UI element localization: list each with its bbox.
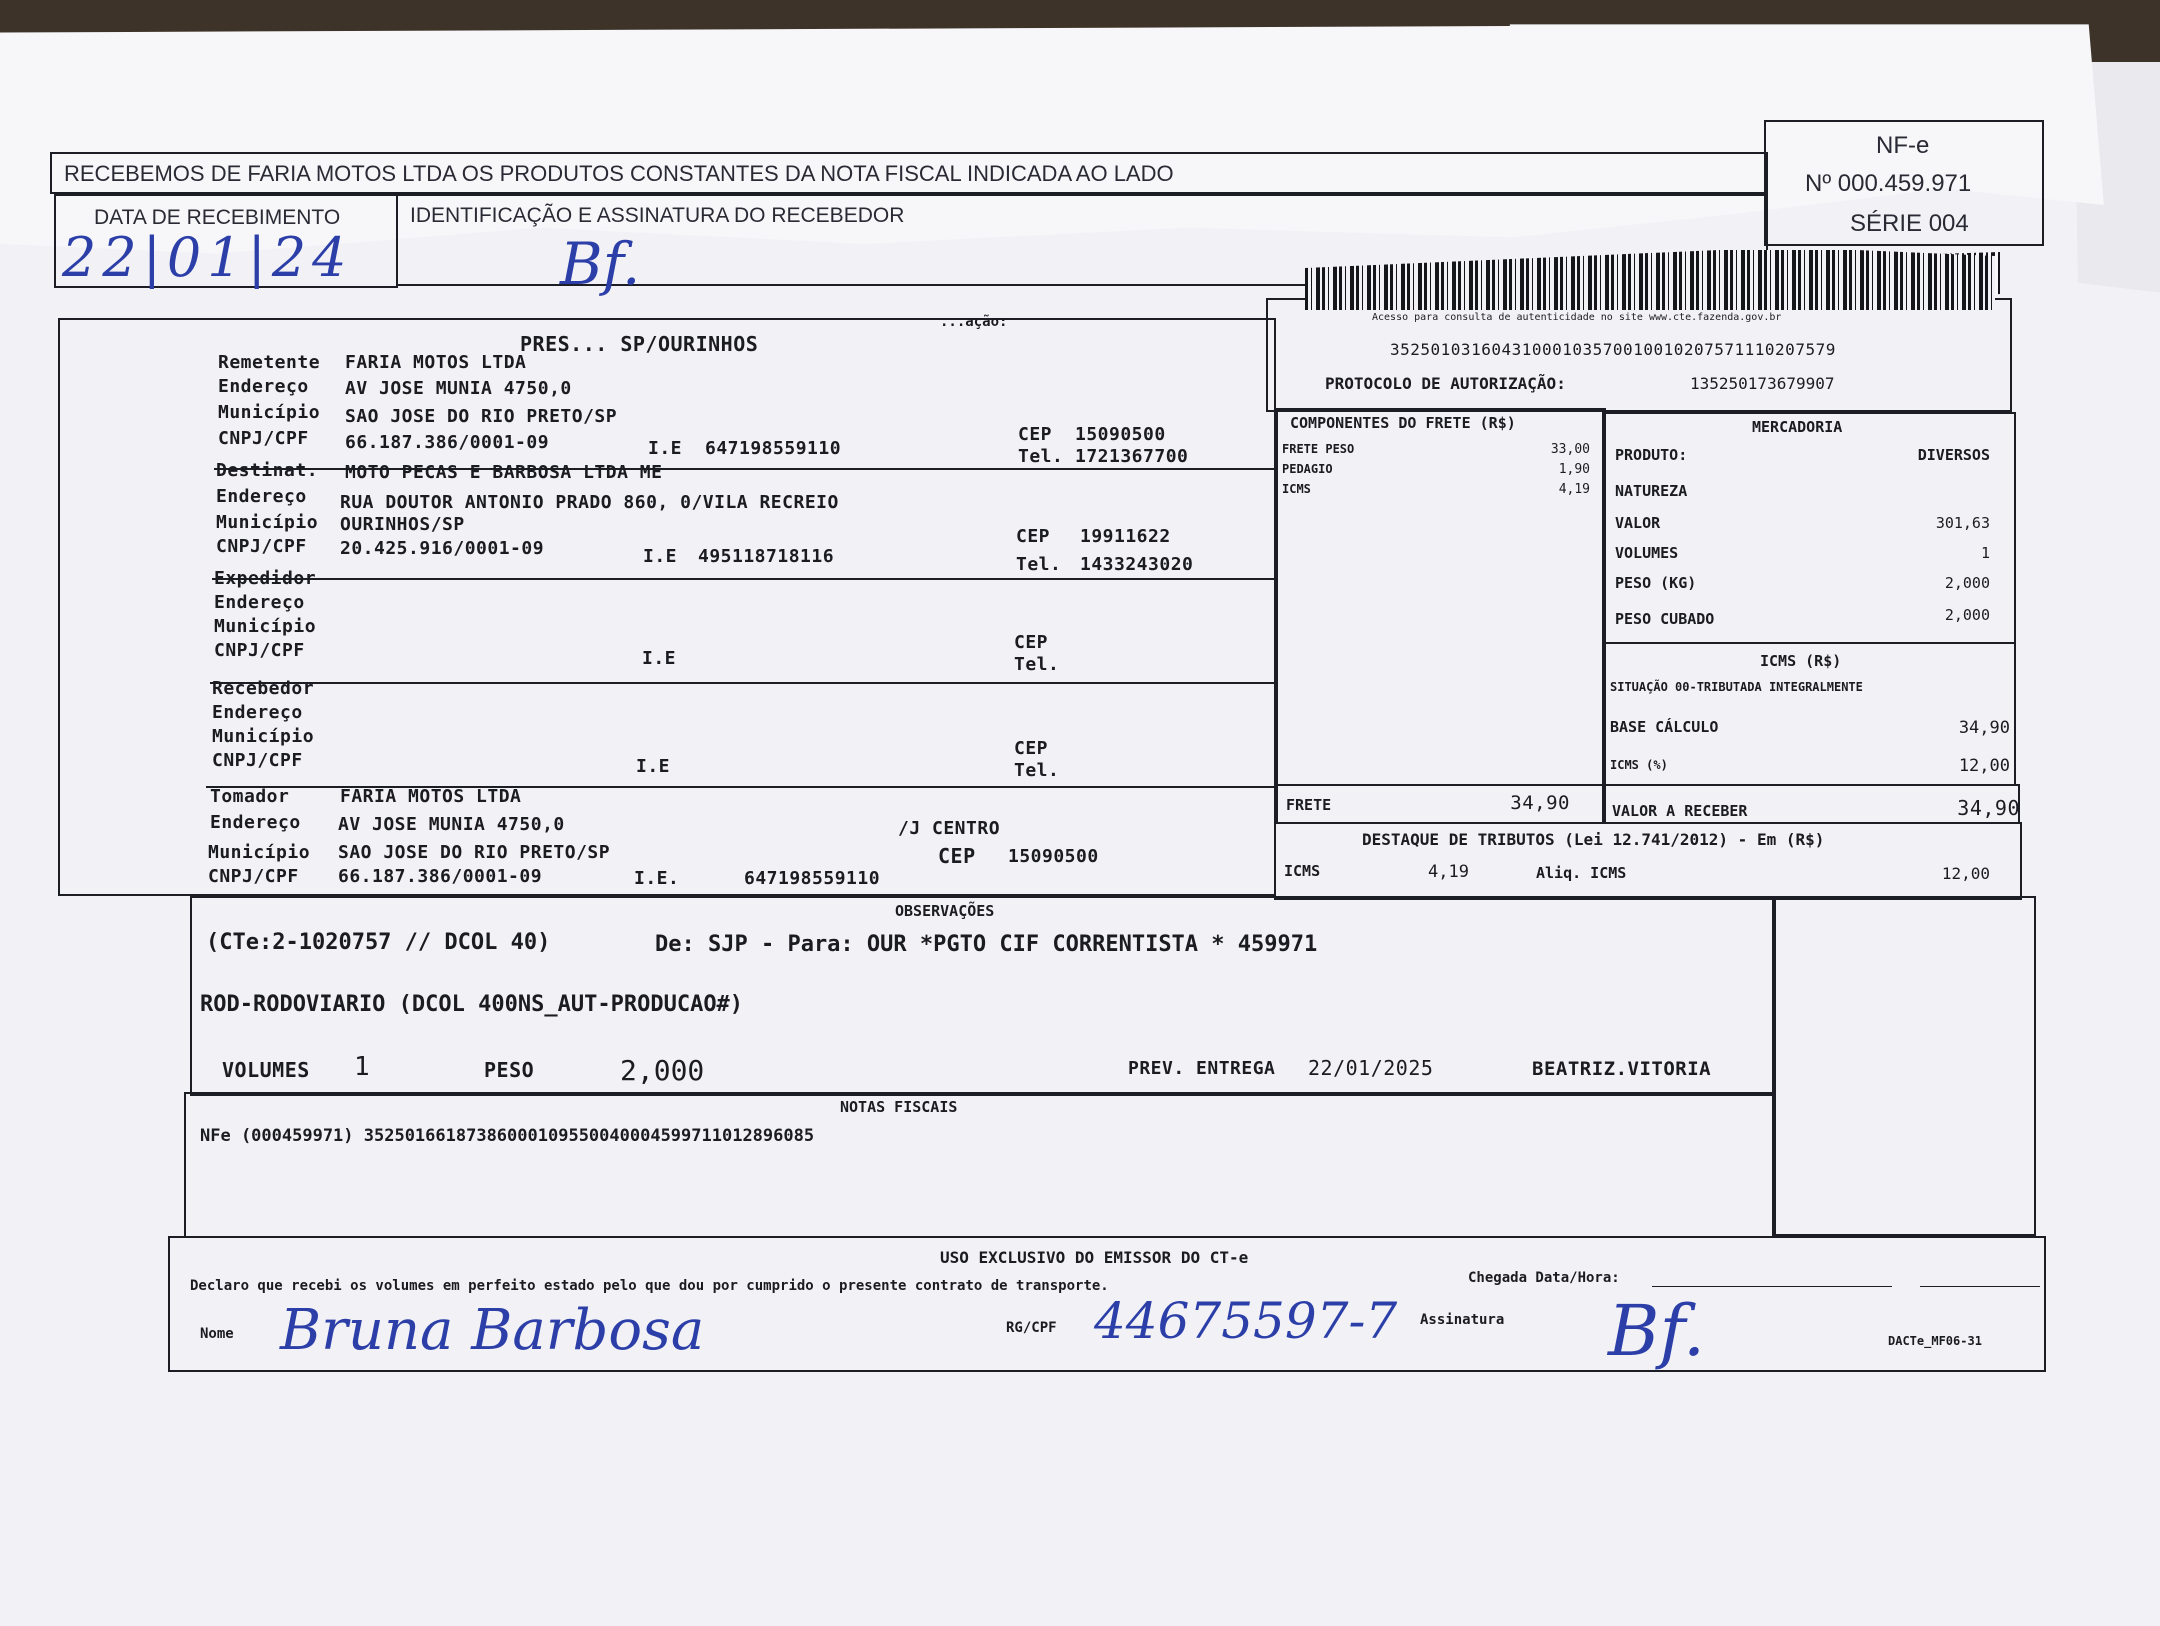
mercadoria-title: MERCADORIA: [1752, 418, 1843, 436]
frete-label: FRETE: [1286, 796, 1332, 814]
expedidor-cnpj-label: CNPJ/CPF: [214, 640, 305, 661]
uso-rg: 44675597-7: [1094, 1292, 1398, 1350]
tomador-cnpj-label: CNPJ/CPF: [208, 866, 299, 887]
obs-peso-label: PESO: [484, 1058, 535, 1082]
protocolo-value: 135250173679907: [1690, 374, 1835, 393]
tomador-cep: 15090500: [1008, 846, 1099, 867]
tributos-aliq-value: 12,00: [1941, 864, 1990, 883]
obs-line1a: (CTe:2-1020757 // DCOL 40): [206, 930, 551, 955]
remetente-ie: 647198559110: [705, 438, 842, 459]
tomador-cep-label: CEP: [938, 844, 976, 868]
obs-user: BEATRIZ.VITORIA: [1532, 1058, 1712, 1080]
obs-line1b: De: SJP - Para: OUR *PGTO CIF CORRENTISTA * 459971: [655, 932, 1318, 957]
chave-acesso: 35250103160431000103570010010207571110207579: [1390, 340, 1836, 359]
remetente-tel-label: Tel.: [1018, 446, 1064, 467]
icms-aliq-label: ICMS (%): [1610, 758, 1668, 772]
notas-box: [184, 1092, 1776, 1238]
uso-declaro: Declaro que recebi os volumes em perfeito estado pelo que dou por cumprido o presente contrato de transporte.: [190, 1278, 1109, 1294]
destinatario-tel: 1433243020: [1080, 554, 1194, 575]
remetente-ie-label: I.E: [648, 438, 683, 459]
obs-peso: 2,000: [620, 1054, 705, 1087]
remetente-tel: 1721367700: [1075, 446, 1189, 467]
remetente-label: Remetente: [218, 352, 321, 373]
destinatario-label: Destinat.: [216, 460, 319, 481]
divider: [210, 682, 1276, 684]
icms-base-label: BASE CÁLCULO: [1610, 718, 1719, 736]
reserved-box: [1772, 896, 2036, 1236]
obs-prev: 22/01/2025: [1308, 1056, 1434, 1080]
recebedor-tel-label: Tel.: [1014, 760, 1060, 781]
mercadoria-row-value: 2,000: [1944, 574, 1990, 592]
destinatario-endereco-label: Endereço: [216, 486, 307, 507]
componente-value: 4,19: [1558, 482, 1590, 497]
expedidor-endereco-label: Endereço: [214, 592, 305, 613]
recebedor-endereco-label: Endereço: [212, 702, 303, 723]
obs-prev-label: PREV. ENTREGA: [1128, 1058, 1276, 1079]
recebedor-cnpj-label: CNPJ/CPF: [212, 750, 303, 771]
tomador-cnpj: 66.187.386/0001-09: [338, 866, 543, 887]
stub-serie: SÉRIE 004: [1850, 210, 1969, 237]
tomador-endereco: AV JOSE MUNIA 4750,0: [338, 814, 565, 835]
destinatario-ie: 495118718116: [698, 546, 835, 567]
remetente-municipio-label: Município: [218, 402, 321, 423]
expedidor-tel-label: Tel.: [1014, 654, 1060, 675]
icms-situacao: SITUAÇÃO 00-TRIBUTADA INTEGRALMENTE: [1610, 680, 1863, 694]
stub-id-label: IDENTIFICAÇÃO E ASSINATURA DO RECEBEDOR: [410, 204, 905, 227]
chegada-line: [1920, 1286, 2040, 1287]
uso-title: USO EXCLUSIVO DO EMISSOR DO CT-e: [940, 1248, 1249, 1267]
componente-value: 33,00: [1550, 442, 1590, 457]
destinatario-tel-label: Tel.: [1016, 554, 1062, 575]
tributos-aliq-label: Aliq. ICMS: [1536, 864, 1627, 882]
expedidor-label: Expedidor: [214, 568, 317, 589]
frete-value: 34,90: [1510, 792, 1570, 814]
expedidor-municipio-label: Município: [214, 616, 317, 637]
tomador-label: Tomador: [210, 786, 290, 807]
tomador-municipio-label: Município: [208, 842, 311, 863]
stub-handwritten-date: 22|01|24: [62, 226, 353, 289]
tomador-municipio: SAO JOSE DO RIO PRETO/SP: [338, 842, 611, 863]
mercadoria-row-label: PESO CUBADO: [1615, 610, 1715, 628]
expedidor-cep-label: CEP: [1014, 632, 1049, 653]
componentes-title: COMPONENTES DO FRETE (R$): [1290, 414, 1516, 432]
componente-label: ICMS: [1282, 482, 1311, 496]
destinatario-cep: 19911622: [1080, 526, 1171, 547]
recebedor-ie-label: I.E: [636, 756, 671, 777]
expedidor-ie-label: I.E: [642, 648, 677, 669]
tributos-icms-label: ICMS: [1284, 862, 1321, 880]
chegada-line: [1652, 1286, 1892, 1287]
destinatario-cnpj: 20.425.916/0001-09: [340, 538, 545, 559]
remetente-cep-label: CEP: [1018, 424, 1053, 445]
obs-volumes-label: VOLUMES: [222, 1058, 310, 1082]
remetente-cep: 15090500: [1075, 424, 1166, 445]
tomador-name: FARIA MOTOS LTDA: [340, 786, 522, 807]
notas-title: NOTAS FISCAIS: [840, 1098, 958, 1116]
mercadoria-row-value: DIVERSOS: [1917, 446, 1990, 464]
remetente-endereco: AV JOSE MUNIA 4750,0: [345, 378, 572, 399]
mercadoria-row-value: 1: [1980, 544, 1990, 562]
uso-rg-label: RG/CPF: [1006, 1320, 1057, 1336]
stub-received-text: RECEBEMOS DE FARIA MOTOS LTDA OS PRODUTOS CONSTANTES DA NOTA FISCAL INDICADA AO LADO: [64, 161, 1174, 186]
tributos-title: DESTAQUE DE TRIBUTOS (Lei 12.741/2012) - Em (R$): [1362, 830, 1825, 849]
tomador-centro: /J CENTRO: [898, 818, 1001, 839]
stub-date-label: DATA DE RECEBIMENTO: [94, 206, 341, 229]
remetente-cnpj-label: CNPJ/CPF: [218, 428, 309, 449]
torn-top-text: ...ação:: [940, 314, 1008, 330]
consulta-text: Acesso para consulta de autenticidade no site www.cte.fazenda.gov.br: [1372, 312, 1782, 323]
destinatario-municipio: OURINHOS/SP: [340, 514, 465, 535]
uso-nome: Bruna Barbosa: [280, 1298, 705, 1363]
stub-nfe-label: NF-e: [1876, 132, 1930, 159]
observacoes-title: OBSERVAÇÕES: [895, 902, 995, 920]
obs-volumes: 1: [354, 1052, 370, 1082]
destinatario-ie-label: I.E: [643, 546, 678, 567]
destinatario-name: MOTO PECAS E BARBOSA LTDA ME: [345, 462, 663, 483]
dacte-code: DACTe_MF06-31: [1888, 1334, 1982, 1348]
recebedor-label: Recebedor: [212, 678, 315, 699]
remetente-cnpj: 66.187.386/0001-09: [345, 432, 550, 453]
destinatario-cep-label: CEP: [1016, 526, 1051, 547]
stub-signature: Bf.: [560, 230, 641, 298]
tomador-ie: 647198559110: [744, 868, 881, 889]
notas-line: NFe (000459971) 35250166187386000109550040004599711012896085: [200, 1126, 815, 1146]
icms-base-value: 34,90: [1958, 718, 2010, 738]
remetente-municipio: SAO JOSE DO RIO PRETO/SP: [345, 406, 618, 427]
stub-nfe-number: Nº 000.459.971: [1805, 170, 1972, 197]
tomador-endereco-label: Endereço: [210, 812, 301, 833]
receber-label: VALOR A RECEBER: [1612, 802, 1748, 820]
protocolo-label: PROTOCOLO DE AUTORIZAÇÃO:: [1325, 374, 1566, 393]
uso-assinatura: Bf.: [1608, 1290, 1706, 1372]
recebedor-cep-label: CEP: [1014, 738, 1049, 759]
tomador-ie-label: I.E.: [634, 868, 680, 889]
componente-label: PEDAGIO: [1282, 462, 1333, 476]
remetente-name: FARIA MOTOS LTDA: [345, 352, 527, 373]
mercadoria-row-value: 301,63: [1935, 514, 1990, 532]
uso-nome-label: Nome: [200, 1326, 234, 1342]
recebedor-municipio-label: Município: [212, 726, 315, 747]
componente-value: 1,90: [1558, 462, 1590, 477]
route-text: PRES... SP/OURINHOS: [520, 332, 759, 356]
obs-line2: ROD-RODOVIARIO (DCOL 400NS_AUT-PRODUCAO#): [200, 992, 744, 1017]
icms-aliq-value: 12,00: [1958, 756, 2010, 776]
mercadoria-row-label: PESO (KG): [1615, 574, 1697, 592]
mercadoria-row-label: PRODUTO:: [1615, 446, 1688, 464]
divider: [212, 578, 1276, 580]
mercadoria-row-label: NATUREZA: [1615, 482, 1688, 500]
destinatario-municipio-label: Município: [216, 512, 319, 533]
componente-label: FRETE PESO: [1282, 442, 1355, 456]
destinatario-cnpj-label: CNPJ/CPF: [216, 536, 307, 557]
uso-assinatura-label: Assinatura: [1420, 1312, 1505, 1328]
remetente-endereco-label: Endereço: [218, 376, 309, 397]
receber-value: 34,90: [1957, 796, 2020, 820]
mercadoria-row-value: 2,000: [1944, 606, 1990, 624]
destinatario-endereco: RUA DOUTOR ANTONIO PRADO 860, 0/VILA RECREIO: [340, 492, 839, 513]
icms-title: ICMS (R$): [1760, 652, 1842, 670]
uso-chegada-label: Chegada Data/Hora:: [1468, 1270, 1620, 1286]
mercadoria-row-label: VOLUMES: [1615, 544, 1679, 562]
mercadoria-row-label: VALOR: [1615, 514, 1661, 532]
tributos-icms-value: 4,19: [1428, 862, 1469, 882]
